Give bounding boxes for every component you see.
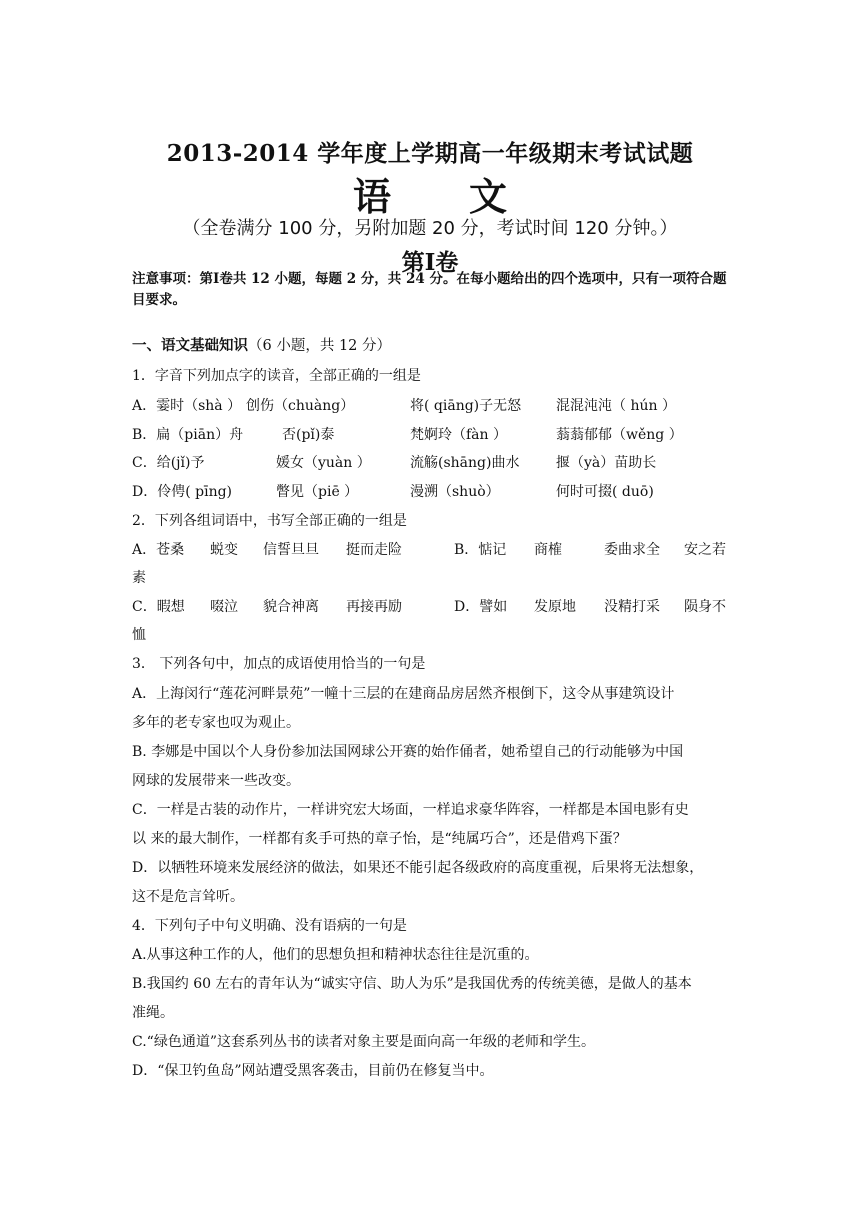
- volume-heading: 第Ⅰ卷: [401, 249, 459, 276]
- option-cell: C．暇想: [132, 599, 185, 615]
- subject-heading: [0, 166, 860, 221]
- question-3-line: A．上海闵行“莲花河畔景苑”一幢十三层的在建商品房居然齐根倒下，这令从事建筑设计: [132, 686, 675, 702]
- option-cell: B．惦记: [454, 542, 507, 558]
- option-cell: 貌合神离: [263, 599, 319, 615]
- exam-info: （全卷满分 100 分，另附加题 20 分，考试时间 120 分钟。）: [182, 218, 678, 239]
- question-3-line: 以 来的最大制作，一样都有炙手可热的章子怡，是“纯属巧合”，还是借鸡下蛋？: [132, 831, 627, 847]
- option-cell: 何时可掇( duō): [556, 484, 654, 500]
- option-cell: B．扁（piān）舟: [132, 427, 244, 443]
- option-cell: 挺而走险: [346, 542, 402, 558]
- option-cell: 蜕变: [210, 542, 238, 558]
- option-cell: 蓊蓊郁郁（wěng ）: [556, 427, 683, 443]
- option-cell: D．譬如: [454, 599, 508, 615]
- option-cell: 梵婀玲（fàn ）: [410, 427, 507, 443]
- option-cell: 流觞(shāng)曲水: [410, 455, 520, 471]
- option-cell: A．苍桑: [132, 542, 185, 558]
- question-2-wrap-d: 恤: [132, 627, 146, 643]
- section-title: 一、语文基础知识: [132, 337, 248, 354]
- exam-title: 2013-2014 学年度上学期高一年级期末考试试题: [166, 140, 694, 167]
- option-cell: 混混沌沌（ hún ）: [556, 398, 676, 414]
- section-heading: [132, 336, 738, 356]
- question-2-wrap-b: 素: [132, 570, 146, 586]
- option-cell: A．霎时（shà ）: [132, 398, 242, 414]
- question-4-line: A.从事这种工作的人，他们的思想负担和精神状态往往是沉重的。: [132, 947, 539, 963]
- subject-char-2: 文: [469, 175, 508, 219]
- option-cell: 发原地: [534, 599, 576, 615]
- question-4-line: B.我国约 60 左右的青年认为“诚实守信、助人为乐”是我国优秀的传统美德，是做人的基本: [132, 976, 692, 992]
- section-note: （6 小题，共 12 分）: [248, 338, 392, 354]
- question-3-line: D．以牺牲环境来发展经济的做法，如果还不能引起各级政府的高度重视，后果将无法想象，: [132, 860, 704, 876]
- question-3-stem: 3． 下列各句中，加点的成语使用恰当的一句是: [132, 656, 426, 672]
- question-2-stem: 2．下列各组词语中，书写全部正确的一组是: [132, 513, 407, 529]
- question-4-stem: 4．下列句子中句义明确、没有语病的一句是: [132, 918, 407, 934]
- question-1-stem: 1．字音下列加点字的读音，全部正确的一组是: [132, 368, 421, 384]
- question-3-line: C．一样是古装的动作片，一样讲究宏大场面，一样追求豪华阵容，一样都是本国电影有史: [132, 802, 689, 818]
- option-cell: D．伶俜( pīng): [132, 484, 233, 500]
- option-cell: C．给(jǐ)予: [132, 455, 205, 471]
- question-3-line: 多年的老专家也叹为观止。: [132, 715, 300, 731]
- subject-char-1: 语: [352, 175, 391, 219]
- question-4-line: D．“保卫钓鱼岛”网站遭受黑客袭击，目前仍在修复当中。: [132, 1063, 494, 1079]
- option-cell: 信誓旦旦: [263, 542, 319, 558]
- option-cell: 安之若: [684, 542, 726, 558]
- option-cell: 将( qiāng)子无怒: [410, 398, 522, 414]
- question-4-line: C.“绿色通道”这套系列丛书的读者对象主要是面向高一年级的老师和学生。: [132, 1034, 595, 1050]
- option-cell: 漫溯（shuò）: [410, 484, 500, 500]
- option-cell: 陨身不: [684, 599, 726, 615]
- option-cell: 揠（yà）苗助长: [556, 455, 657, 471]
- option-cell: 否(pǐ)泰: [282, 427, 335, 443]
- notice-paragraph: 注意事项：第Ⅰ卷共 12 小题，每题 2 分，共 24 分。在每小题给出的四个选项中，只有一项符合题目要求。: [132, 271, 727, 308]
- option-cell: 委曲求全: [604, 542, 660, 558]
- option-cell: 没精打采: [604, 599, 660, 615]
- option-cell: 商榷: [534, 542, 562, 558]
- question-3-line: B. 李娜是中国以个人身份参加法国网球公开赛的始作俑者，她希望自己的行动能够为中国: [132, 744, 684, 760]
- question-3-line: 这不是危言耸听。: [132, 889, 244, 905]
- option-cell: 创伤（chuàng）: [246, 398, 355, 414]
- question-4-line: 准绳。: [132, 1005, 174, 1021]
- option-cell: 啜泣: [210, 599, 238, 615]
- option-cell: 媛女（yuàn ）: [276, 455, 371, 471]
- option-cell: 瞥见（piē ）: [276, 484, 359, 500]
- question-3-line: 网球的发展带来一些改变。: [132, 773, 300, 789]
- option-cell: 再接再励: [346, 599, 402, 615]
